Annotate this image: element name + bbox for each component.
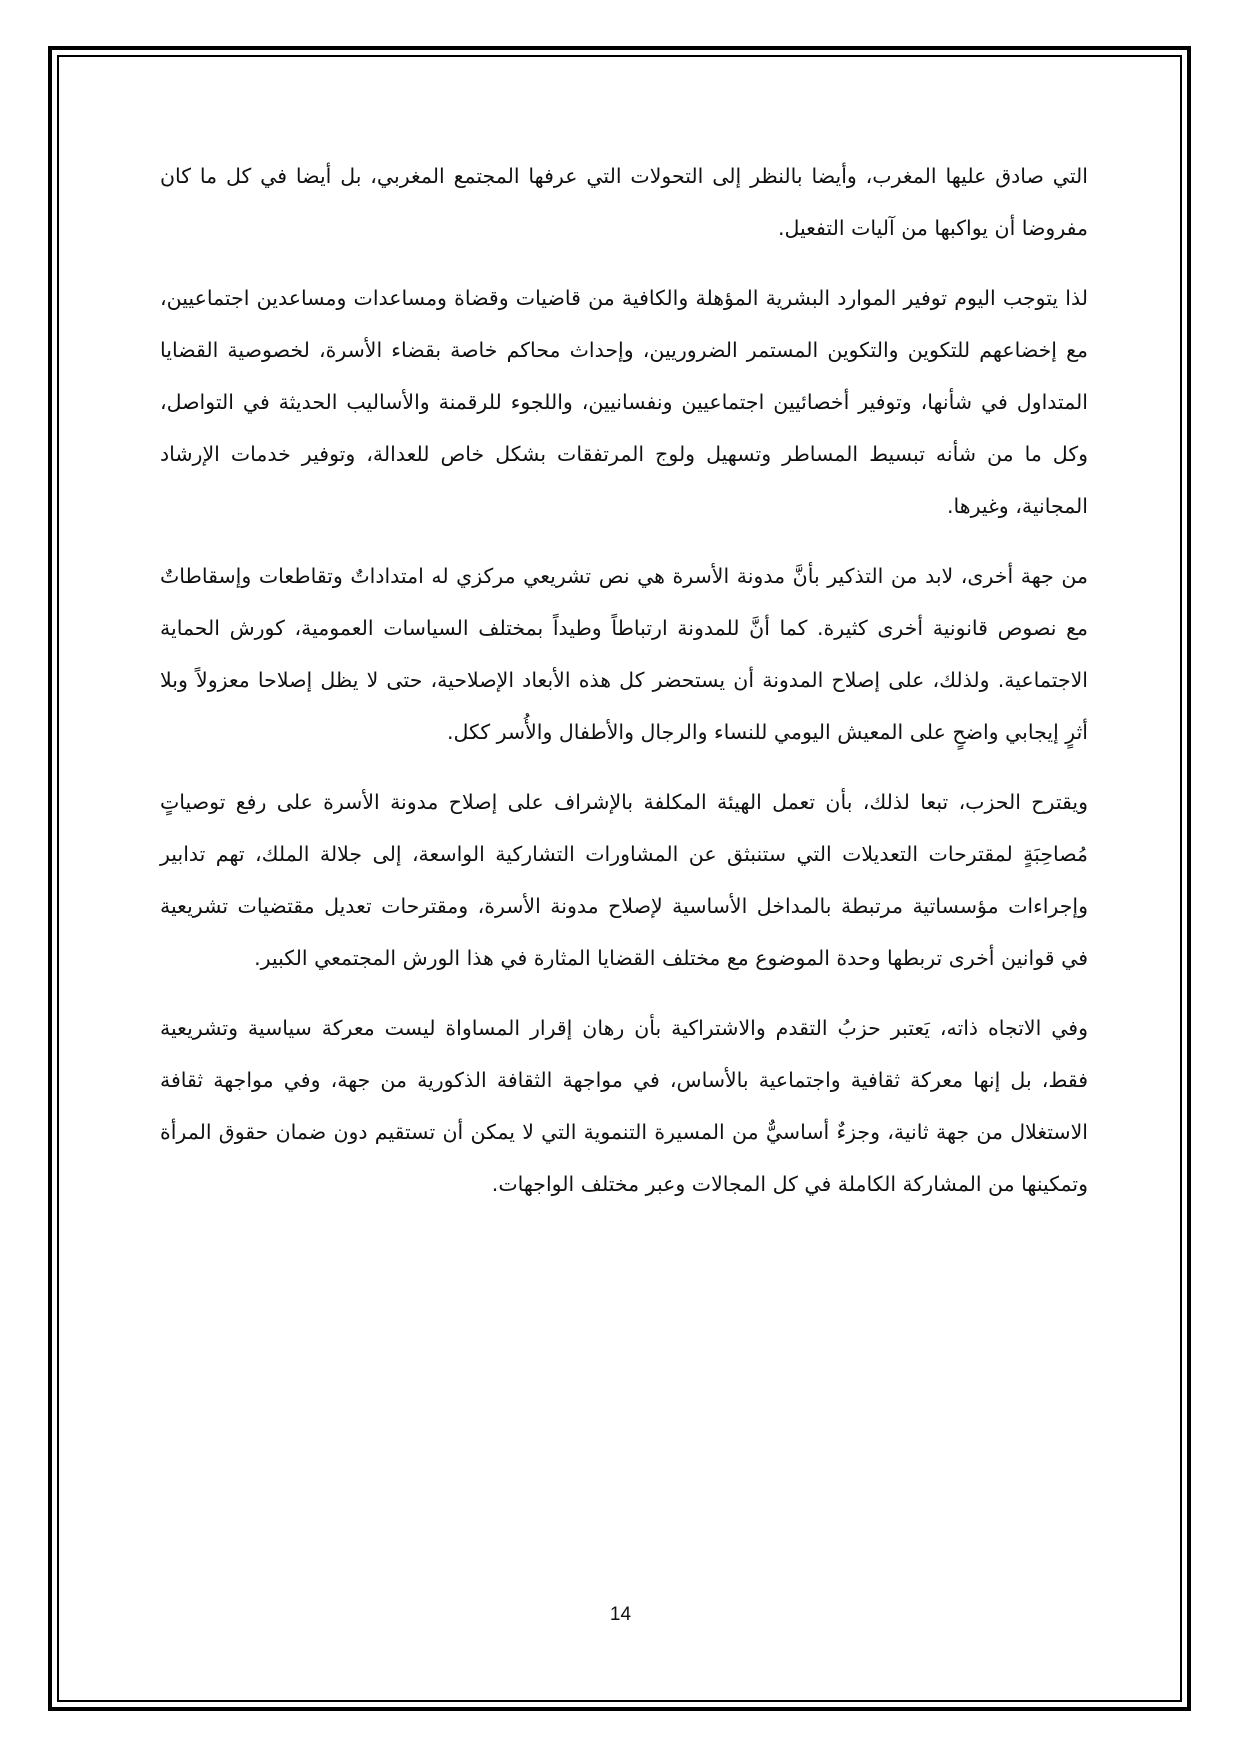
paragraph: التي صادق عليها المغرب، وأيضا بالنظر إلى التحولات التي عرفها المجتمع المغربي، بل أيضا في كل ما كان مفروضا أن يواكبها من آليات التفعيل. [160,164,1088,240]
paragraph: ويقترح الحزب، تبعا لذلك، بأن تعمل الهيئة المكلفة بالإشراف على إصلاح مدونة الأسرة على رفع توصياتٍ مُصاحِبَةٍ لمقترحات التعديلات التي ستنبثق عن المشاورات التشاركية الواسعة، إلى جلالة الملك، تهم تدابير وإجراءات مؤسساتية مرتبطة بالمداخل الأساسية لإصلاح مدونة الأسرة، ومقترحات تعديل مقتضيات تشريعية في قوانين أخرى تربطها وحدة الموضوع مع مختلف القضايا المثارة في هذا الورش المجتمعي الكبير. [160,790,1088,970]
paragraph: من جهة أخرى، لابد من التذكير بأنَّ مدونة الأسرة هي نص تشريعي مركزي له امتداداتٌ وتقاطعات وإسقاطاتٌ مع نصوص قانونية أخرى كثيرة. كما أنَّ للمدونة ارتباطاً وطيداً بمختلف السياسات العمومية، كورش الحماية الاجتماعية. ولذلك، على إصلاح المدونة أن يستحضر كل هذه الأبعاد الإصلاحية، حتى لا يظل إصلاحا معزولاً وبلا أثرٍ إيجابي واضحٍ على المعيش اليومي للنساء والرجال والأطفال والأُسر ككل. [160,564,1088,744]
document-body [160,150,1088,1228]
page-number: 14 [609,1604,632,1625]
paragraph: وفي الاتجاه ذاته، يَعتبر حزبُ التقدم والاشتراكية بأن رهان إقرار المساواة ليست معركة سياسية وتشريعية فقط، بل إنها معركة ثقافية واجتماعية بالأساس، في مواجهة الثقافة الذكورية من جهة، وفي مواجهة ثقافة الاستغلال من جهة ثانية، وجزءٌ أساسيٌّ من المسيرة التنموية التي لا يمكن أن تستقيم دون ضمان حقوق المرأة وتمكينها من المشاركة الكاملة في كل المجالات وعبر مختلف الواجهات. [160,1016,1088,1196]
paragraph: لذا يتوجب اليوم توفير الموارد البشرية المؤهلة والكافية من قاضيات وقضاة ومساعدات ومساعدين اجتماعيين، مع إخضاعهم للتكوين والتكوين المستمر الضروريين، وإحداث محاكم خاصة بقضاء الأسرة، لخصوصية القضايا المتداول في شأنها، وتوفير أخصائيين اجتماعيين ونفسانيين، واللجوء للرقمنة والأساليب الحديثة في التواصل، وكل ما من شأنه تبسيط المساطر وتسهيل ولوج المرتفقات بشكل خاص للعدالة، وتوفير خدمات الإرشاد المجانية، وغيرها. [160,286,1088,518]
